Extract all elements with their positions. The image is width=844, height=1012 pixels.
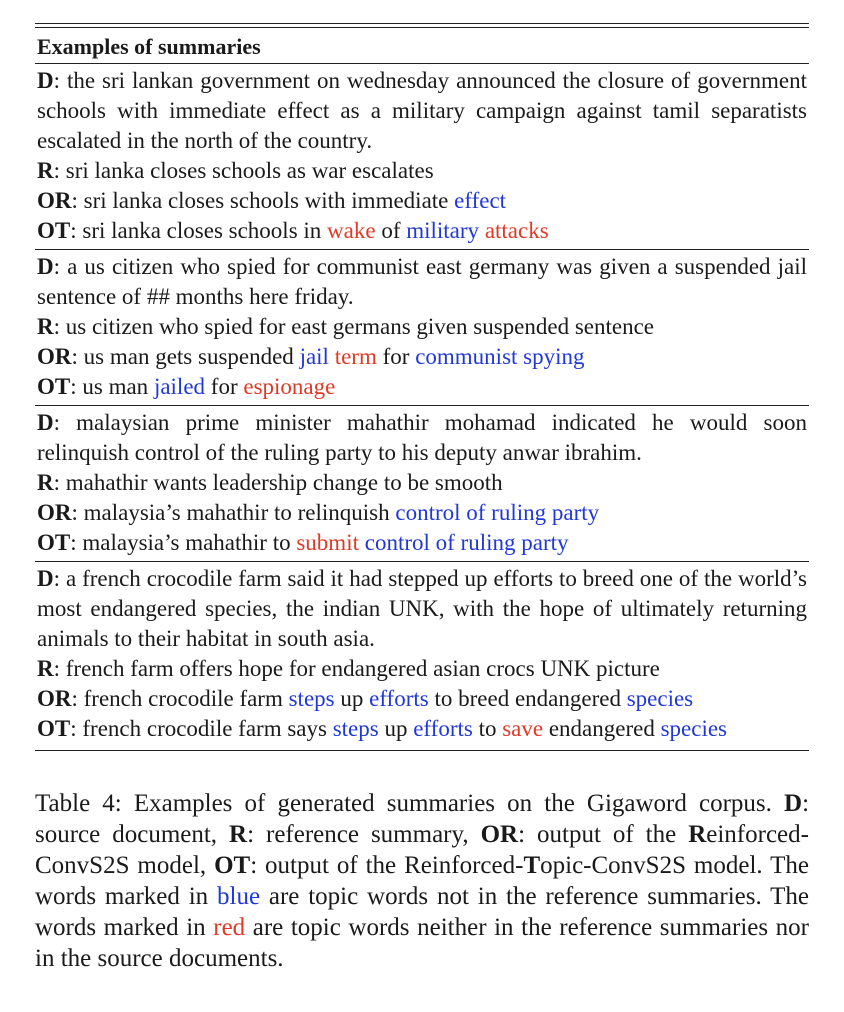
summary-line-r: R: sri lanka closes schools as war escalates (37, 158, 434, 183)
summary-line-ot: OT: french crocodile farm says steps up efforts to save endangered species (37, 716, 728, 741)
caption-label: Table 4: (35, 790, 122, 817)
summary-text: mahathir wants leadership change to be smooth (65, 470, 503, 495)
topic-word-blue: military (406, 218, 480, 243)
line-key: OR (37, 686, 72, 711)
caption-ot-key: OT (214, 852, 251, 879)
summaries-table (35, 23, 809, 751)
caption-red-word: red (213, 914, 246, 941)
topic-word-red: espionage (243, 374, 336, 399)
summary-text: us man (82, 374, 154, 399)
summary-line-d: D: malaysian prime minister mahathir mohamad indicated he would soon relinquish control of the ruling party to his deputy anwar ibrahim. (37, 410, 807, 465)
caption-blue-word: blue (217, 883, 261, 910)
summary-text: for (205, 374, 244, 399)
summary-line-r: R: us citizen who spied for east germans given suspended sentence (37, 314, 655, 339)
summary-text: us man gets suspended (83, 344, 300, 369)
summary-text: malaysia’s mahathir to (82, 530, 297, 555)
topic-word-blue: steps (288, 686, 335, 711)
summary-line-ot: OT: us man jailed for espionage (37, 374, 336, 399)
line-key: OT (37, 530, 71, 555)
line-key: OT (37, 716, 71, 741)
line-key: D (37, 254, 54, 279)
topic-word-blue: species (626, 686, 694, 711)
line-key: OT (37, 374, 71, 399)
topic-word-red: submit (296, 530, 359, 555)
bottom-rule (35, 750, 809, 751)
summary-text: malaysian prime minister mahathir mohamad indicated he would soon relinquish control of the ruling party to his deputy anwar ibrahim. (37, 410, 807, 465)
caption-r-key: R (229, 821, 248, 848)
summary-line-d: D: a us citizen who spied for communist east germany was given a suspended jail sentence of ## months here friday. (37, 254, 808, 309)
example-groups (35, 64, 809, 747)
summary-line-ot: OT: malaysia’s mahathir to submit control of ruling party (37, 530, 569, 555)
summary-text: up (334, 686, 370, 711)
line-key: D (37, 68, 54, 93)
summary-line-or: OR: us man gets suspended jail term for communist spying (37, 344, 585, 369)
table-caption: Table 4: Examples of generated summaries on the Gigaword corpus. D: source document, R: reference summary, OR: output of the Reinforced-ConvS2S model, OT: output of the Reinforced-Topic-ConvS2S model. The words marked in blue are topic words not in the reference summaries. The words marked in red are topic words neither in the reference summaries nor in the source documents. (35, 790, 810, 972)
summary-text: of (375, 218, 407, 243)
summary-text: sri lanka closes schools as war escalates (65, 158, 434, 183)
line-key: R (37, 158, 54, 183)
topic-word-red: attacks (484, 218, 549, 243)
example-group (35, 64, 809, 249)
summary-text: a us citizen who spied for communist east germany was given a suspended jail sentence of ## months here friday. (37, 254, 808, 309)
summary-text: sri lanka closes schools with immediate (83, 188, 455, 213)
summary-text: us citizen who spied for east germans given suspended sentence (65, 314, 655, 339)
summary-text: endangered (543, 716, 661, 741)
topic-word-red: wake (327, 218, 376, 243)
summary-text: french farm offers hope for endangered asian crocs UNK picture (65, 656, 660, 681)
line-key: R (37, 656, 54, 681)
topic-word-blue: species (660, 716, 728, 741)
line-key: OR (37, 188, 72, 213)
topic-word-blue: jailed (153, 374, 206, 399)
summary-line-r: R: french farm offers hope for endangered asian crocs UNK picture (37, 656, 660, 681)
summary-line-d: D: the sri lankan government on wednesday announced the closure of government schools with immediate effect as a military campaign against tamil separatists escalated in the north of the country. (37, 68, 808, 153)
summary-line-ot: OT: sri lanka closes schools in wake of military attacks (37, 218, 549, 243)
summary-line-or: OR: sri lanka closes schools with immediate effect (37, 188, 507, 213)
line-key: OR (37, 500, 72, 525)
topic-word-blue: control of ruling party (364, 530, 569, 555)
line-key: R (37, 314, 54, 339)
summary-text: the sri lankan government on wednesday announced the closure of government schools with immediate effect as a military campaign against tamil separatists escalated in the north of the country. (37, 68, 808, 153)
summary-line-r: R: mahathir wants leadership change to be smooth (37, 470, 503, 495)
summary-text: malaysia’s mahathir to relinquish (83, 500, 396, 525)
topic-word-blue: steps (332, 716, 379, 741)
topic-word-blue: efforts (369, 686, 429, 711)
summary-text: french crocodile farm (83, 686, 289, 711)
example-group (35, 562, 809, 747)
line-key: OR (37, 344, 72, 369)
topic-word-red: save (502, 716, 544, 741)
summary-text: up (378, 716, 414, 741)
example-group (35, 406, 809, 561)
topic-word-red: term (334, 344, 377, 369)
line-key: D (37, 410, 54, 435)
table-header: Examples of summaries (37, 34, 261, 59)
caption-d-key: D (784, 790, 803, 817)
topic-word-blue: jail (299, 344, 329, 369)
line-key: OT (37, 218, 71, 243)
line-key: D (37, 566, 54, 591)
example-group (35, 250, 809, 405)
summary-line-or: OR: malaysia’s mahathir to relinquish control of ruling party (37, 500, 600, 525)
summary-text: a french crocodile farm said it had stepped up efforts to breed one of the world’s most endangered species, the indian UNK, with the hope of ultimately returning animals to their habitat in south asia. (37, 566, 808, 651)
caption-or-key: OR (480, 821, 519, 848)
line-key: R (37, 470, 54, 495)
summary-text: to breed endangered (428, 686, 627, 711)
summary-text: for (376, 344, 416, 369)
summary-line-d: D: a french crocodile farm said it had stepped up efforts to breed one of the world’s most endangered species, the indian UNK, with the hope of ultimately returning animals to their habitat in south asia. (37, 566, 808, 651)
topic-word-blue: effect (454, 188, 507, 213)
summary-text: to (472, 716, 503, 741)
topic-word-blue: control of ruling party (395, 500, 600, 525)
summary-line-or: OR: french crocodile farm steps up efforts to breed endangered species (37, 686, 694, 711)
topic-word-blue: efforts (413, 716, 473, 741)
summary-text: french crocodile farm says (82, 716, 333, 741)
summary-text: sri lanka closes schools in (82, 218, 328, 243)
topic-word-blue: communist spying (415, 344, 585, 369)
